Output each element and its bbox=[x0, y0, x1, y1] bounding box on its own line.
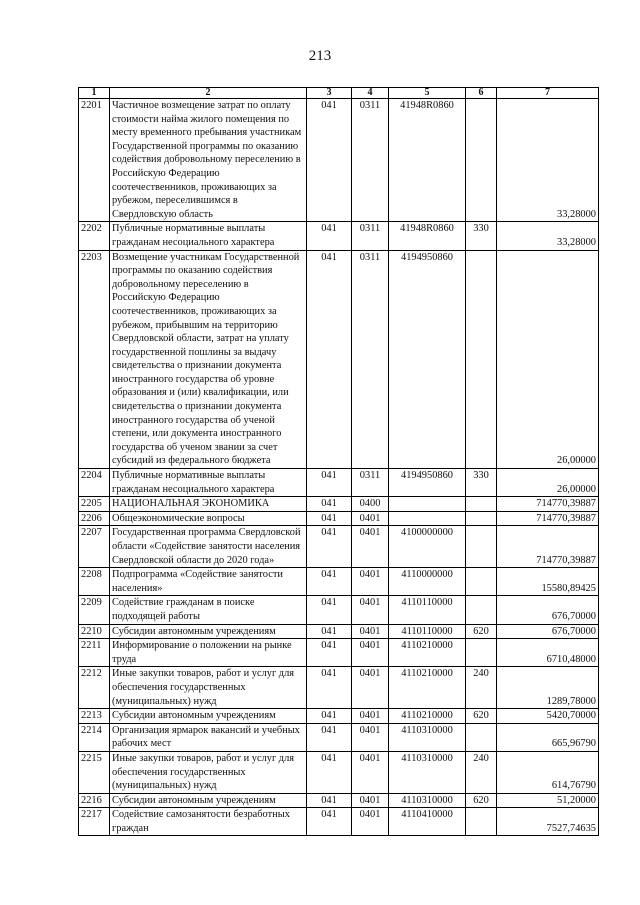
amount-cell: 15580,89425 bbox=[497, 568, 599, 596]
table-row bbox=[79, 639, 599, 667]
row-number-cell: 2210 bbox=[79, 624, 110, 639]
table-row bbox=[79, 222, 599, 250]
admin-code-cell: 041 bbox=[307, 222, 352, 250]
target-code-cell bbox=[389, 497, 466, 512]
expense-type-cell bbox=[466, 497, 497, 512]
section-code-cell: 0401 bbox=[352, 568, 389, 596]
section-code-cell: 0311 bbox=[352, 469, 389, 497]
target-code-cell: 4110310000 bbox=[389, 723, 466, 751]
expense-type-cell bbox=[466, 723, 497, 751]
row-number-cell: 2216 bbox=[79, 793, 110, 808]
amount-cell: 6710,48000 bbox=[497, 639, 599, 667]
amount-cell: 676,70000 bbox=[497, 624, 599, 639]
target-code-cell: 4194950860 bbox=[389, 250, 466, 469]
admin-code-cell: 041 bbox=[307, 511, 352, 526]
expense-type-cell: 620 bbox=[466, 709, 497, 724]
target-code-cell: 4110310000 bbox=[389, 751, 466, 793]
section-code-cell: 0401 bbox=[352, 596, 389, 624]
admin-code-cell: 041 bbox=[307, 99, 352, 222]
target-code-cell: 4110110000 bbox=[389, 624, 466, 639]
expense-type-cell: 330 bbox=[466, 222, 497, 250]
target-code-cell: 4110210000 bbox=[389, 639, 466, 667]
row-number-cell: 2212 bbox=[79, 667, 110, 709]
admin-code-cell: 041 bbox=[307, 568, 352, 596]
target-code-cell bbox=[389, 511, 466, 526]
section-code-cell: 0401 bbox=[352, 511, 389, 526]
row-name-cell: Подпрограмма «Содействие занятости населения» bbox=[110, 568, 307, 596]
target-code-cell: 4110000000 bbox=[389, 568, 466, 596]
header-cell: 3 bbox=[307, 88, 352, 99]
amount-cell: 33,28000 bbox=[497, 222, 599, 250]
row-name-cell: Иные закупки товаров, работ и услуг для обеспечения государственных (муниципальных) нужд bbox=[110, 751, 307, 793]
table-row bbox=[79, 624, 599, 639]
section-code-cell: 0401 bbox=[352, 624, 389, 639]
table-row bbox=[79, 526, 599, 568]
section-code-cell: 0401 bbox=[352, 723, 389, 751]
admin-code-cell: 041 bbox=[307, 808, 352, 836]
section-code-cell: 0311 bbox=[352, 222, 389, 250]
row-name-cell: Иные закупки товаров, работ и услуг для обеспечения государственных (муниципальных) нужд bbox=[110, 667, 307, 709]
row-name-cell: Информирование о положении на рынке труда bbox=[110, 639, 307, 667]
row-number-cell: 2205 bbox=[79, 497, 110, 512]
table-row bbox=[79, 469, 599, 497]
expense-type-cell: 620 bbox=[466, 793, 497, 808]
target-code-cell: 4100000000 bbox=[389, 526, 466, 568]
section-code-cell: 0401 bbox=[352, 667, 389, 709]
amount-cell: 665,96790 bbox=[497, 723, 599, 751]
row-number-cell: 2203 bbox=[79, 250, 110, 469]
row-number-cell: 2214 bbox=[79, 723, 110, 751]
row-number-cell: 2208 bbox=[79, 568, 110, 596]
section-code-cell: 0401 bbox=[352, 793, 389, 808]
row-name-cell: Возмещение участникам Государственной программы по оказанию содействия добровольному переселению в Российскую Федерацию соотечественников, проживающих за рубежом, прибывшим на территорию Свердловской области, затрат на уплату государственной пошлины за выдачу свидетельства о признании документа иностранного государства об уровне образования и (или) квалификации, или свидетельства о признании документа иностранного государства об ученой степени, или документа иностранного государства об ученом звании за счет субсидий из федерального бюджета bbox=[110, 250, 307, 469]
header-cell: 2 bbox=[110, 88, 307, 99]
row-number-cell: 2201 bbox=[79, 99, 110, 222]
header-cell: 5 bbox=[389, 88, 466, 99]
expense-type-cell: 330 bbox=[466, 469, 497, 497]
amount-cell: 26,00000 bbox=[497, 250, 599, 469]
table-row bbox=[79, 596, 599, 624]
amount-cell: 676,70000 bbox=[497, 596, 599, 624]
amount-cell: 714770,39887 bbox=[497, 497, 599, 512]
expense-type-cell bbox=[466, 568, 497, 596]
section-code-cell: 0311 bbox=[352, 250, 389, 469]
table-row bbox=[79, 497, 599, 512]
header-cell: 4 bbox=[352, 88, 389, 99]
admin-code-cell: 041 bbox=[307, 469, 352, 497]
expense-type-cell: 620 bbox=[466, 624, 497, 639]
admin-code-cell: 041 bbox=[307, 250, 352, 469]
table-row bbox=[79, 511, 599, 526]
section-code-cell: 0311 bbox=[352, 99, 389, 222]
row-number-cell: 2209 bbox=[79, 596, 110, 624]
expense-type-cell bbox=[466, 511, 497, 526]
row-number-cell: 2207 bbox=[79, 526, 110, 568]
page-number: 213 bbox=[308, 48, 332, 64]
expense-type-cell bbox=[466, 639, 497, 667]
table-row bbox=[79, 793, 599, 808]
header-cell: 6 bbox=[466, 88, 497, 99]
row-name-cell: Содействие гражданам в поиске подходящей работы bbox=[110, 596, 307, 624]
budget-table bbox=[78, 87, 599, 836]
row-name-cell: Публичные нормативные выплаты гражданам несоциального характера bbox=[110, 469, 307, 497]
amount-cell: 51,20000 bbox=[497, 793, 599, 808]
amount-cell: 614,76790 bbox=[497, 751, 599, 793]
section-code-cell: 0401 bbox=[352, 751, 389, 793]
admin-code-cell: 041 bbox=[307, 596, 352, 624]
target-code-cell: 4110110000 bbox=[389, 596, 466, 624]
amount-cell: 26,00000 bbox=[497, 469, 599, 497]
section-code-cell: 0401 bbox=[352, 709, 389, 724]
expense-type-cell bbox=[466, 596, 497, 624]
row-number-cell: 2206 bbox=[79, 511, 110, 526]
header-cell: 1 bbox=[79, 88, 110, 99]
expense-type-cell: 240 bbox=[466, 751, 497, 793]
table-row bbox=[79, 667, 599, 709]
row-number-cell: 2215 bbox=[79, 751, 110, 793]
admin-code-cell: 041 bbox=[307, 667, 352, 709]
table-row bbox=[79, 808, 599, 836]
admin-code-cell: 041 bbox=[307, 751, 352, 793]
admin-code-cell: 041 bbox=[307, 497, 352, 512]
amount-cell: 1289,78000 bbox=[497, 667, 599, 709]
table-row bbox=[79, 723, 599, 751]
amount-cell: 7527,74635 bbox=[497, 808, 599, 836]
admin-code-cell: 041 bbox=[307, 639, 352, 667]
section-code-cell: 0401 bbox=[352, 808, 389, 836]
admin-code-cell: 041 bbox=[307, 723, 352, 751]
amount-cell: 714770,39887 bbox=[497, 526, 599, 568]
row-number-cell: 2204 bbox=[79, 469, 110, 497]
row-name-cell: Субсидии автономным учреждениям bbox=[110, 709, 307, 724]
row-name-cell: НАЦИОНАЛЬНАЯ ЭКОНОМИКА bbox=[110, 497, 307, 512]
expense-type-cell bbox=[466, 99, 497, 222]
section-code-cell: 0401 bbox=[352, 526, 389, 568]
target-code-cell: 41948R0860 bbox=[389, 222, 466, 250]
expense-type-cell bbox=[466, 250, 497, 469]
header-cell: 7 bbox=[497, 88, 599, 99]
amount-cell: 714770,39887 bbox=[497, 511, 599, 526]
row-name-cell: Субсидии автономным учреждениям bbox=[110, 624, 307, 639]
row-number-cell: 2213 bbox=[79, 709, 110, 724]
table-row bbox=[79, 568, 599, 596]
table-row bbox=[79, 99, 599, 222]
row-name-cell: Государственная программа Свердловской области «Содействие занятости населения Свердловской области до 2020 года» bbox=[110, 526, 307, 568]
table-header-row bbox=[79, 88, 599, 99]
expense-type-cell bbox=[466, 526, 497, 568]
admin-code-cell: 041 bbox=[307, 624, 352, 639]
table-row bbox=[79, 250, 599, 469]
target-code-cell: 4110310000 bbox=[389, 793, 466, 808]
amount-cell: 5420,70000 bbox=[497, 709, 599, 724]
target-code-cell: 4110410000 bbox=[389, 808, 466, 836]
row-name-cell: Публичные нормативные выплаты гражданам несоциального характера bbox=[110, 222, 307, 250]
admin-code-cell: 041 bbox=[307, 793, 352, 808]
target-code-cell: 41948R0860 bbox=[389, 99, 466, 222]
amount-cell: 33,28000 bbox=[497, 99, 599, 222]
target-code-cell: 4194950860 bbox=[389, 469, 466, 497]
row-number-cell: 2202 bbox=[79, 222, 110, 250]
row-name-cell: Организация ярмарок вакансий и учебных рабочих мест bbox=[110, 723, 307, 751]
target-code-cell: 4110210000 bbox=[389, 667, 466, 709]
row-name-cell: Субсидии автономным учреждениям bbox=[110, 793, 307, 808]
row-name-cell: Содействие самозанятости безработных граждан bbox=[110, 808, 307, 836]
section-code-cell: 0400 bbox=[352, 497, 389, 512]
table-row bbox=[79, 751, 599, 793]
expense-type-cell: 240 bbox=[466, 667, 497, 709]
expense-type-cell bbox=[466, 808, 497, 836]
row-number-cell: 2211 bbox=[79, 639, 110, 667]
target-code-cell: 4110210000 bbox=[389, 709, 466, 724]
table-row bbox=[79, 709, 599, 724]
section-code-cell: 0401 bbox=[352, 639, 389, 667]
admin-code-cell: 041 bbox=[307, 526, 352, 568]
row-number-cell: 2217 bbox=[79, 808, 110, 836]
admin-code-cell: 041 bbox=[307, 709, 352, 724]
row-name-cell: Общеэкономические вопросы bbox=[110, 511, 307, 526]
row-name-cell: Частичное возмещение затрат по оплату стоимости найма жилого помещения по месту временного пребывания участникам Государственной программы по оказанию содействия добровольному переселению в Российскую Федерацию соотечественников, проживающих за рубежом, переселившимся в Свердловскую область bbox=[110, 99, 307, 222]
